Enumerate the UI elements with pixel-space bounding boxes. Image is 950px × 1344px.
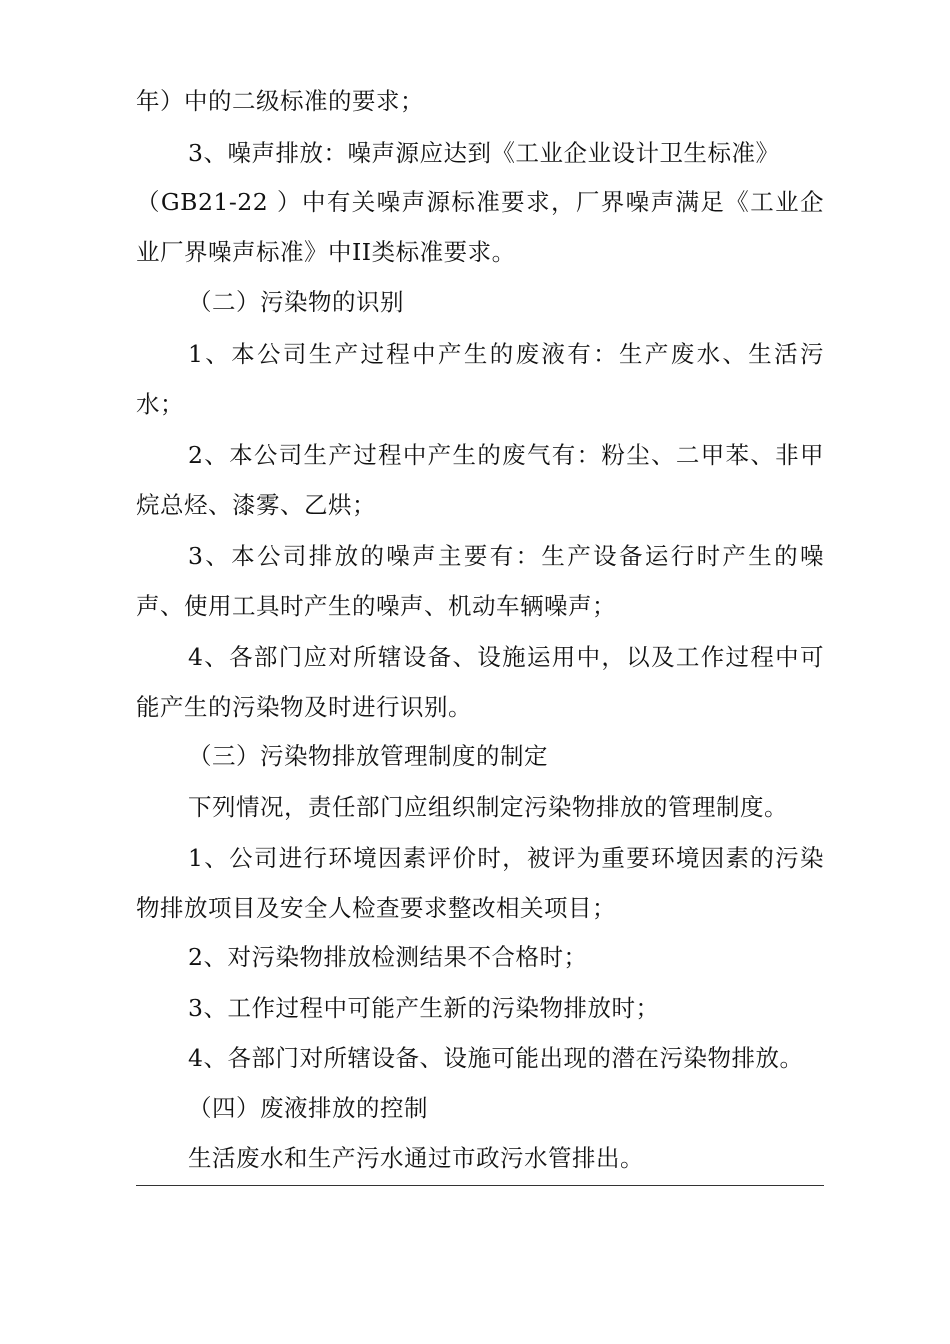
text-line-6: 1、本公司生产过程中产生的废液有：生产废水、生活污 <box>188 340 824 368</box>
text-line-22: 生活废水和生产污水通过市政污水管排出。 <box>188 1144 644 1172</box>
text-line-17: 物排放项目及安全人检查要求整改相关项目； <box>136 894 616 922</box>
text-line-12: 4、各部门应对所辖设备、设施运用中，以及工作过程中可 <box>188 643 824 671</box>
text-line-9: 烷总烃、漆雾、乙烘； <box>136 491 376 519</box>
text-line-3: （GB21-22 ）中有关噪声源标准要求，厂界噪声满足《工业企 <box>136 188 824 216</box>
text-line-13: 能产生的污染物及时进行识别。 <box>136 693 472 721</box>
text-line-10: 3、本公司排放的噪声主要有：生产设备运行时产生的噪 <box>188 542 824 570</box>
text-line-19: 3、工作过程中可能产生新的污染物排放时； <box>188 994 660 1022</box>
page-divider <box>136 1185 824 1186</box>
text-line-8: 2、本公司生产过程中产生的废气有：粉尘、二甲苯、非甲 <box>188 441 824 469</box>
text-line-2: 3、噪声排放：噪声源应达到《工业企业设计卫生标准》 <box>188 139 780 167</box>
text-line-4: 业厂界噪声标准》中II类标准要求。 <box>136 238 516 266</box>
text-line-15: 下列情况，责任部门应组织制定污染物排放的管理制度。 <box>188 793 788 821</box>
section-heading-2: （二）污染物的识别 <box>188 288 404 316</box>
text-line-11: 声、使用工具时产生的噪声、机动车辆噪声； <box>136 592 616 620</box>
text-line-16: 1、公司进行环境因素评价时，被评为重要环境因素的污染 <box>188 844 824 872</box>
section-heading-3: （三）污染物排放管理制度的制定 <box>188 742 548 770</box>
section-heading-4: （四）废液排放的控制 <box>188 1094 428 1122</box>
text-line-18: 2、对污染物排放检测结果不合格时； <box>188 943 588 971</box>
text-line-20: 4、各部门对所辖设备、设施可能出现的潜在污染物排放。 <box>188 1044 804 1072</box>
text-line-7: 水； <box>136 390 184 418</box>
text-line-1: 年）中的二级标准的要求； <box>136 87 424 115</box>
